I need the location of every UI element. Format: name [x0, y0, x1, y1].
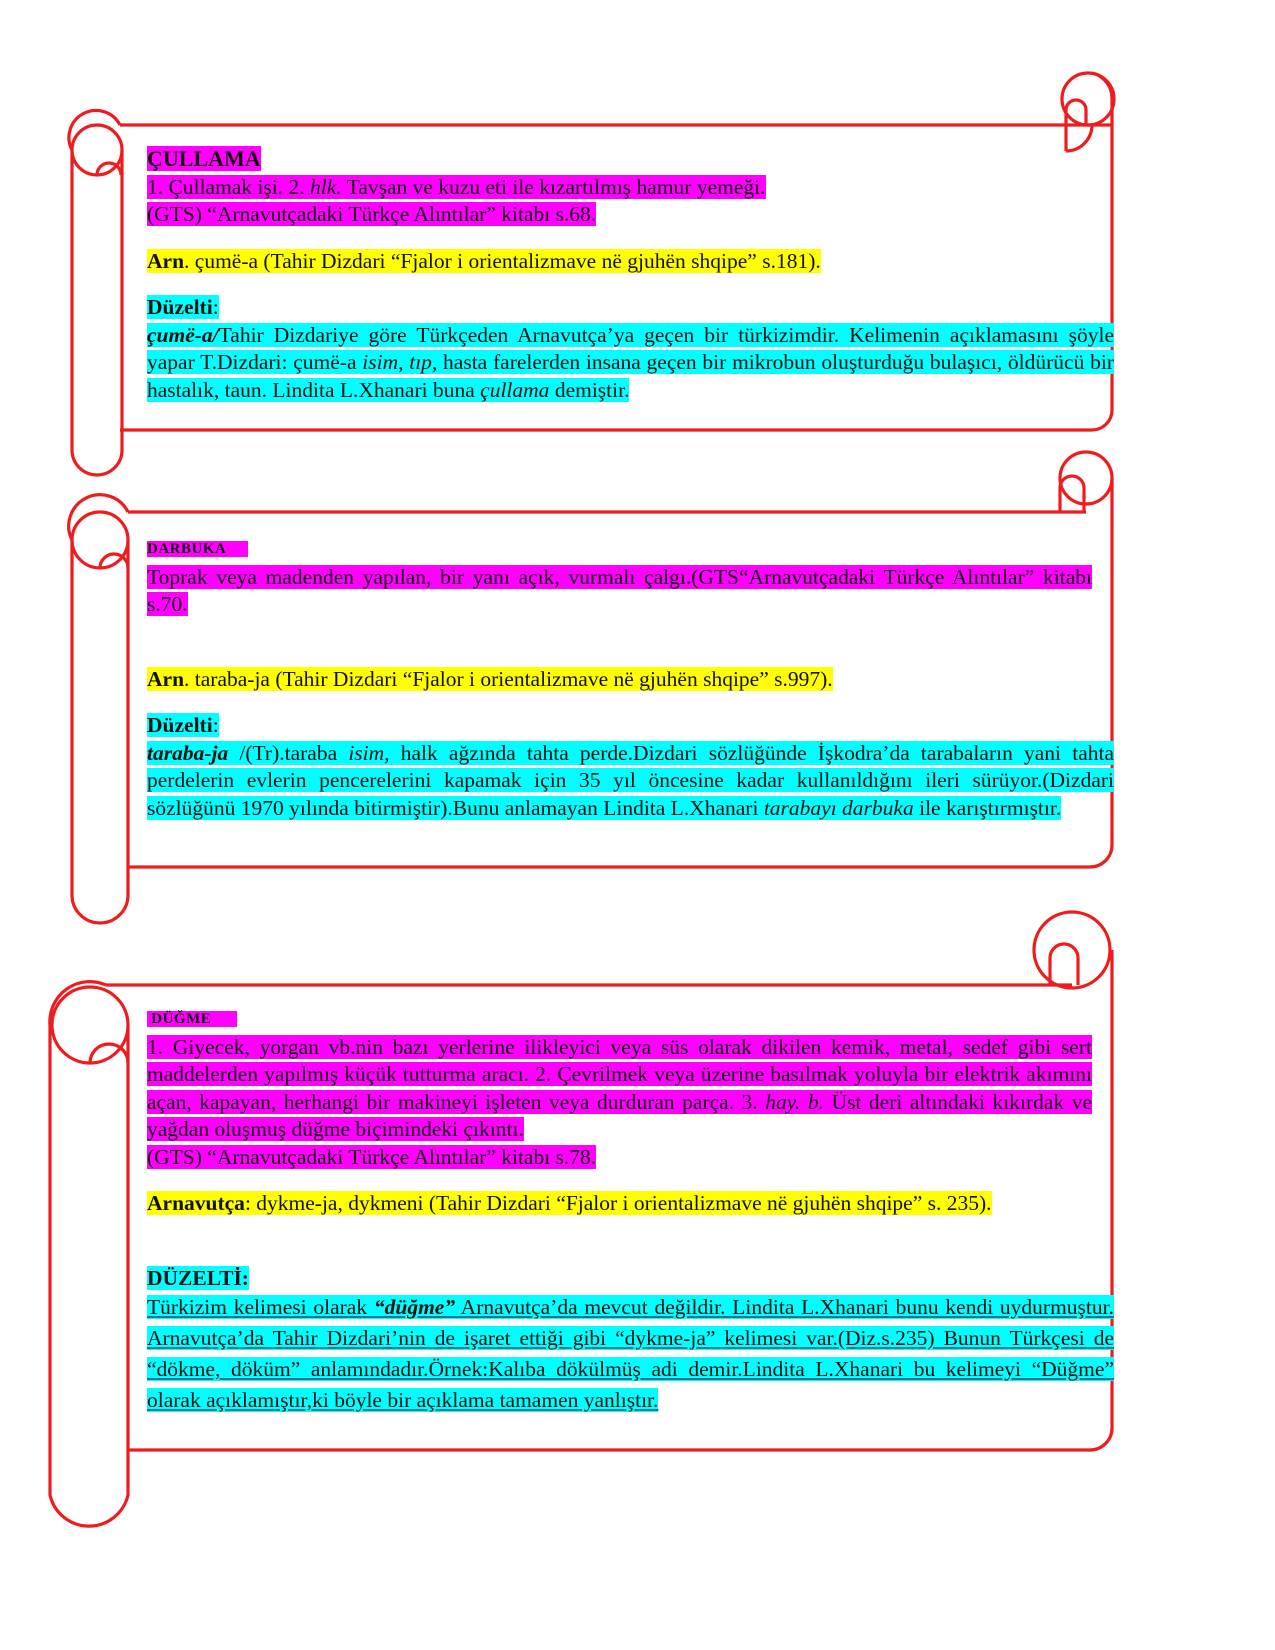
source-citation: (GTS) “Arnavutçadaki Türkçe Alıntılar” kitabı s.68.: [147, 202, 597, 226]
definition: Toprak veya madenden yapılan, bir yanı açık, vurmalı çalgı.(GTS“Arnavutçadaki Türkçe Alıntılar” kitabı s.70.: [147, 564, 1092, 616]
definition: 1. Çullamak işi. 2. hlk. Tavşan ve kuzu eti ile kızartılmış hamur yemeği.: [147, 174, 766, 199]
entry-dugme: [147, 1003, 1114, 1416]
abbreviation: hay. b.: [765, 1089, 825, 1114]
headword: DÜĞME: [147, 1011, 237, 1027]
entry-darbuka: [147, 533, 1114, 822]
headword: ÇULLAMA: [147, 146, 261, 171]
definition: 1. Giyecek, yorgan vb.nin bazı yerlerine ilikleyici veya süs olarak dikilen kemik, metal, sedef gibi sert maddelerden yapılmış küçük tutturma aracı. 2. Çevrilmek veya üzerine basılmak yoluyla bir elektrik akımını açan, kapayan, herhangi bir makineyi işleten veya durduran parça. 3. hay. b. Üst deri altındaki kıkırdak ve yağdan oluşmuş düğme biçimindeki çıkıntı.: [147, 1034, 1092, 1141]
albanian-equivalent: Arnavutça: dykme-ja, dykmeni (Tahir Dizdari “Fjalor i orientalizmave në gjuhën shqipe” s. 235).: [147, 1191, 992, 1215]
headword: DARBUKA: [147, 541, 248, 557]
abbreviation: hlk.: [310, 174, 342, 199]
duzelti-label: Düzelti:: [147, 713, 219, 737]
correction-text: taraba-ja /(Tr).taraba isim, halk ağzında tahta perde.Dizdari sözlüğünde İşkodra’da tarabaların yani tahta perdelerin evlerin pencerelerini kapamak için 35 yıl öncesine kadar kullanıldığını ileri sürüyor.(Dizdari sözlüğünü 1970 yılında bitirmiştir).Bunu anlamayan Lindita L.Xhanari tarabayı darbuka ile karıştırmıştır.: [147, 740, 1115, 820]
correction-text: çumë-a/Tahir Dizdariye göre Türkçeden Arnavutça’ya geçen bir türkizimdir. Kelimenin açıklamasını şöyle yapar T.Dizdari: çumë-a isim, tıp, hasta farelerden insana geçen bir mikrobun oluşturduğu bulaşıcı, öldürücü bir hastalık, taun. Lindita L.Xhanari buna çullama demiştir.: [147, 322, 1114, 402]
source-citation: (GTS) “Arnavutçadaki Türkçe Alıntılar” kitabı s.78.: [147, 1144, 597, 1169]
entry-cullama: [147, 145, 1114, 404]
duzelti-label: DÜZELTİ:: [147, 1265, 249, 1290]
albanian-equivalent: Arn. çumë-a (Tahir Dizdari “Fjalor i orientalizmave në gjuhën shqipe” s.181).: [147, 248, 821, 273]
correction-text: Türkizim kelimesi olarak “düğme” Arnavutça’da mevcut değildir. Lindita L.Xhanari bunu kendi uydurmuştur. Arnavutça’da Tahir Dizdari’nin de işaret ettiği gibi “dykme-ja” kelimesi var.(Diz.s.235) Bunun Türkçesi de “dökme, döküm” anlamındadır.Örnek:Kalıba dökülmüş adi demir.Lindita L.Xhanari bu kelimeyi “Düğme” olarak açıklamıştır,ki böyle bir açıklama tamamen yanlıştır.: [147, 1295, 1114, 1412]
duzelti-label: Düzelti:: [147, 295, 219, 319]
albanian-equivalent: Arn. taraba-ja (Tahir Dizdari “Fjalor i orientalizmave në gjuhën shqipe” s.997).: [147, 666, 833, 691]
